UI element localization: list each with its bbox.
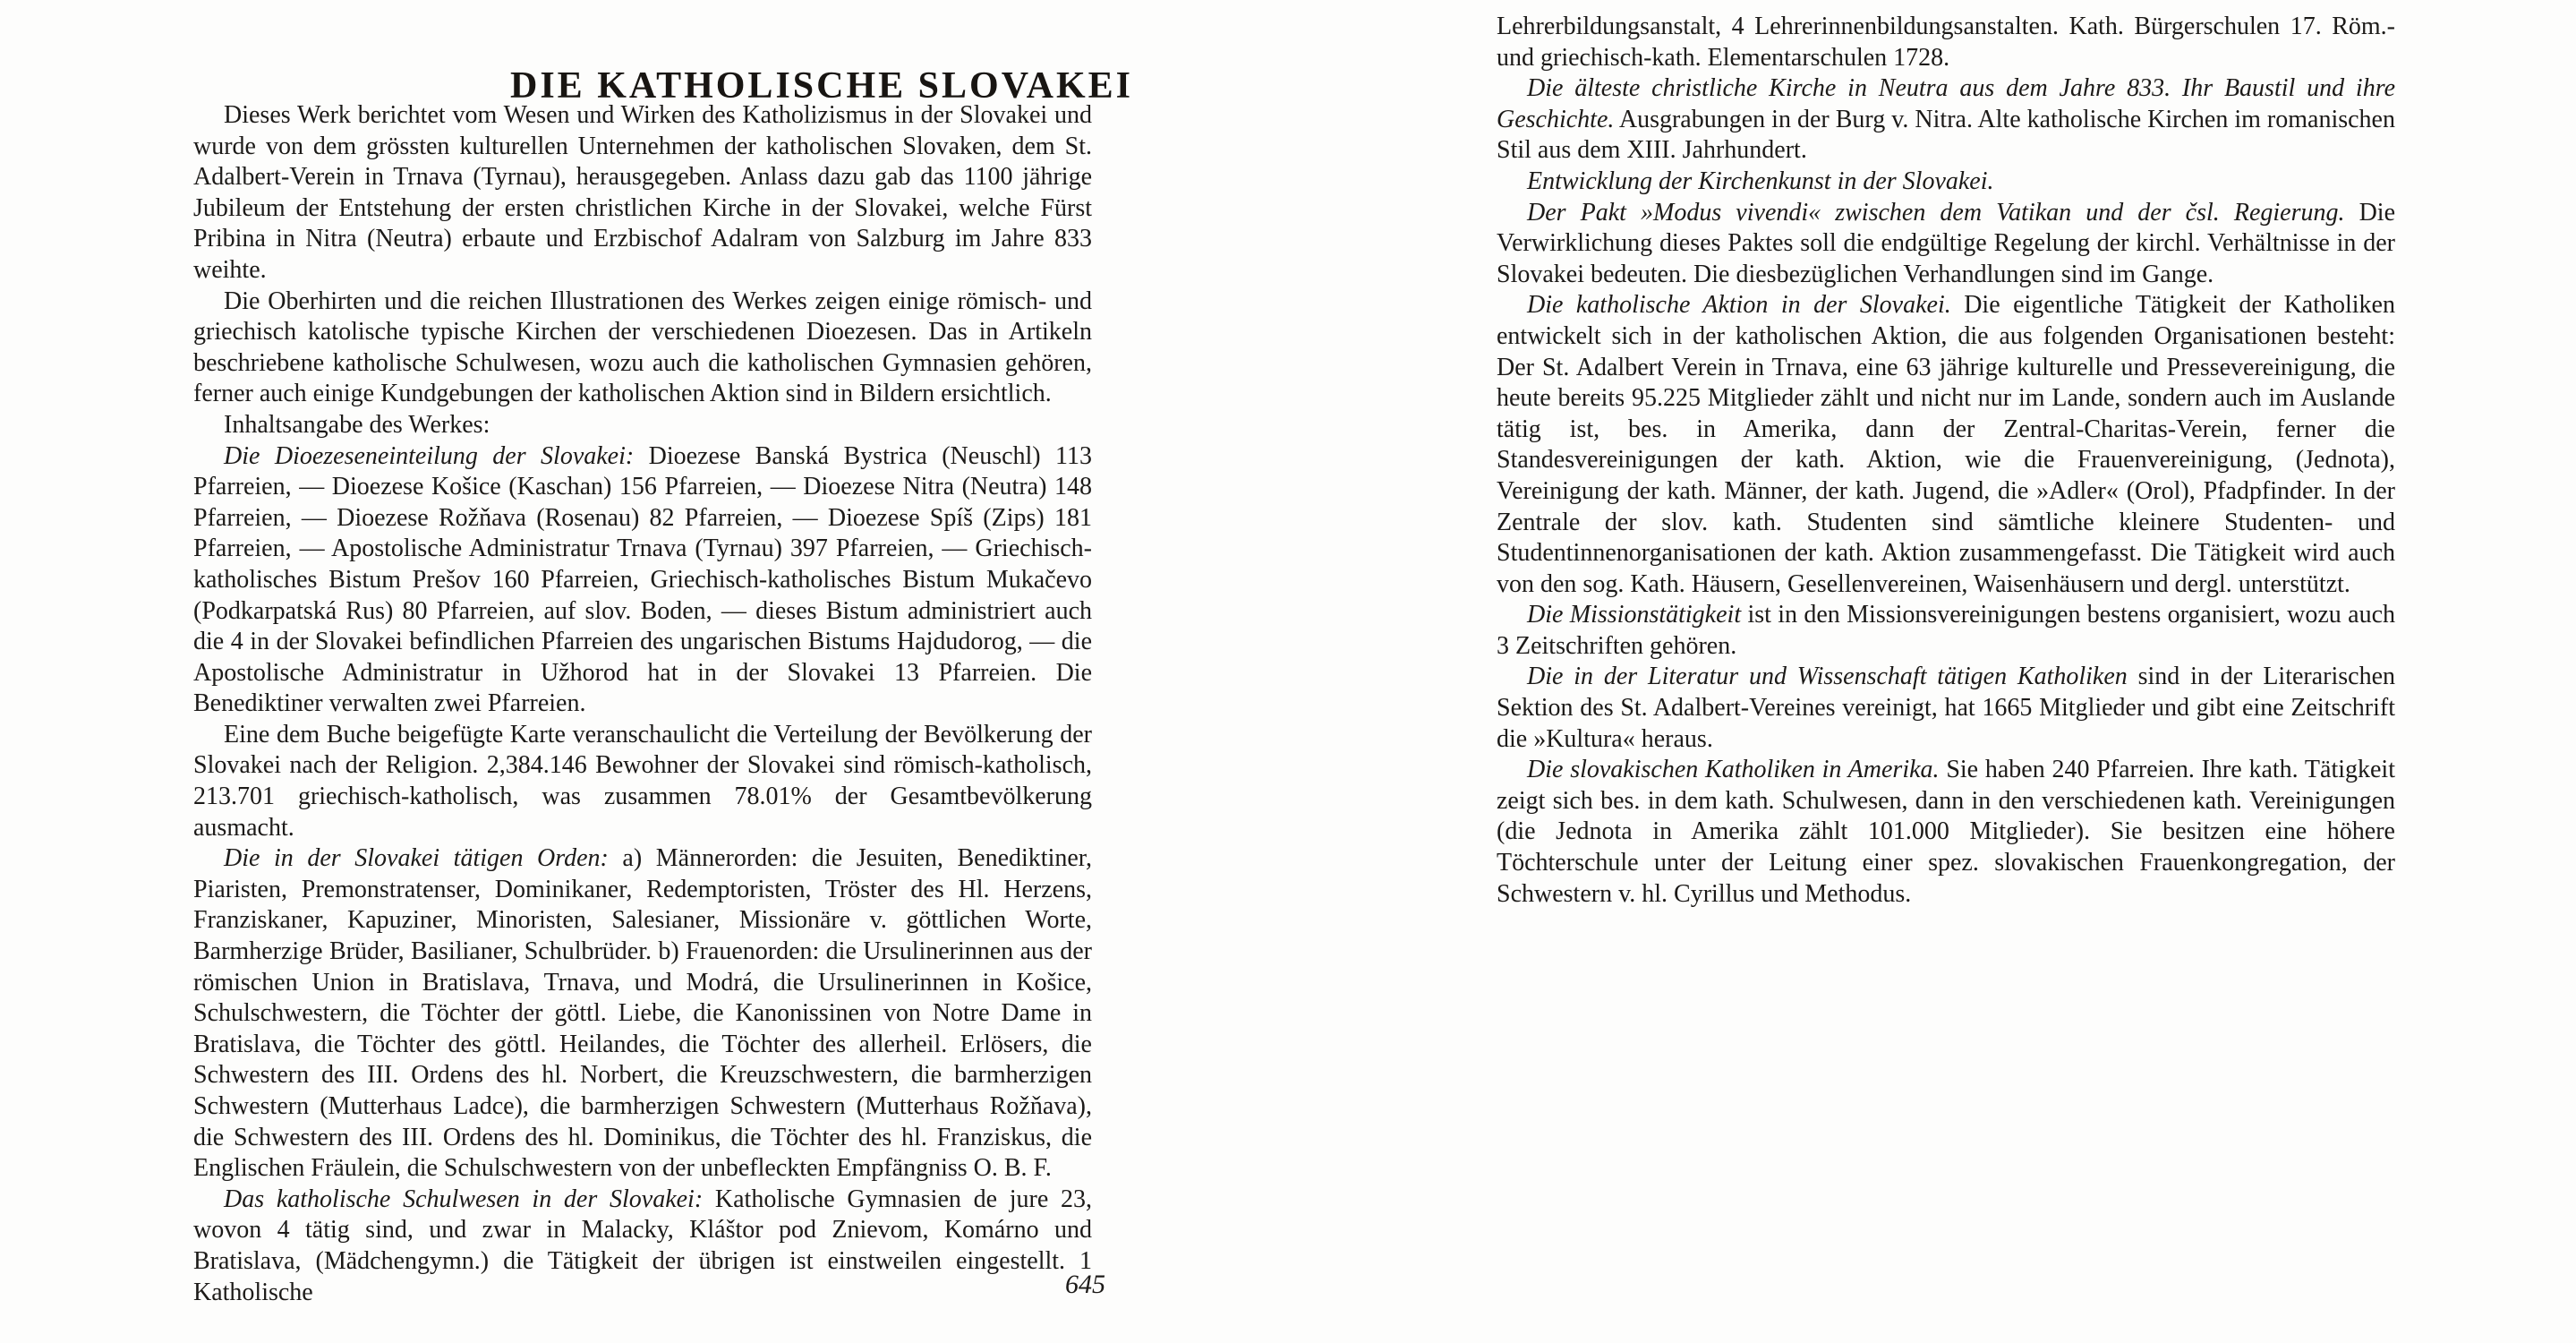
paragraph: Lehrerbildungsanstalt, 4 Lehrerinnenbildungsanstalten. Kath. Bürgerschulen 17. Röm.- und griechisch-kath. Elementarschulen 1728. (1497, 13, 2395, 72)
paragraph: Die Missionstätigkeit ist in den Missionsvereinigungen bestens organisiert, wozu auch 3 Zeitschriften gehören. (1497, 601, 2395, 660)
paragraph: Der Pakt »Modus vivendi« zwischen dem Vatikan und der čsl. Regierung. Die Verwirklichung dieses Paktes soll die endgültige Regelung der kirchl. Verhältnisse in der Slovakei bedeuten. Die diesbezüglichen Verhandlungen sind im Gange. (1497, 198, 2396, 288)
paragraph: Das katholische Schulwesen in der Slovakei: Katholische Gymnasien de jure 23, wovon 4 tätig sind, und zwar in Malacky, Kláštor pod Znievom, Komárno und Bratislava, (Mädchengymn.) die Tätigkeit der übrigen ist einstweilen eingestellt. 1 Katholische (193, 1185, 1093, 1306)
right-page-text-column (1497, 12, 2395, 910)
paragraph-lead-italic: Der Pakt »Modus vivendi« zwischen dem Vatikan und der čsl. Regierung. (1527, 198, 2345, 227)
paragraph-lead-italic: Die in der Literatur und Wissenschaft tätigen Katholiken (1527, 663, 2128, 691)
paragraph: Die in der Slovakei tätigen Orden: a) Männerorden: die Jesuiten, Benediktiner, Piaristen, Premonstratenser, Dominikaner, Redemptoristen, Tröster des Hl. Herzens, Franziskaner, Kapuziner, Minoristen, Salesianer, Missionäre v. göttlichen Worte, Barmherzige Brüder, Basilianer, Schulbrüder. b) Frauenorden: die Ursulinerinnen aus der römischen Union in Bratislava, Trnava, und Modrá, die Ursulinerinnen in Košice, Schulschwestern, die Töchter der göttl. Liebe, die Kanonissinen von Notre Dame in Bratislava, die Töchter des göttl. Heilandes, die Töchter des allerheil. Erlösers, die Schwestern des III. Ordens des hl. Norbert, die Kreuzschwestern, die barmherzigen Schwestern (Mutterhaus Ladce), die barmherzigen Schwestern (Mutterhaus Rožňava), die Schwestern des III. Ordens des hl. Dominikus, die Töchter des hl. Franziskus, die Englischen Fräulein, die Schulschwestern von der unbefleckten Empfängniss O. B. F. (193, 844, 1092, 1183)
paragraph: Die slovakischen Katholiken in Amerika. Sie haben 240 Pfarreien. Ihre kath. Tätigkeit zeigt sich bes. in dem kath. Schulwesen, dann in den verschiedenen kath. Vereinigungen (die Jednota in Amerika zählt 101.000 Mitglieder). Sie besitzen eine höhere Töchterschule unter der Leitung einer spez. slovakischen Frauenkongregation, der Schwestern v. hl. Cyrillus und Methodus. (1497, 756, 2395, 908)
paragraph-lead-italic: Die älteste christliche Kirche in Neutra aus dem Jahre 833. Ihr Baustil und ihre Geschichte. (1497, 74, 2395, 133)
paragraph (1497, 167, 2395, 198)
paragraph: Die katholische Aktion in der Slovakei. Die eigentliche Tätigkeit der Katholiken entwickelt sich in der katholischen Aktion, die aus folgenden Organisationen besteht: Der St. Adalbert Verein in Trnava, eine 63 jährige kulturelle und Pressevereinigung, die heute bereits 95.225 Mitglieder zählt und nicht nur im Lande, sondern auch im Auslande tätig ist, bes. in Amerika, dann der Zentral-Charitas-Verein, ferner die Standesvereinigungen der kath. Aktion, wie die Frauenvereinigung, (Jednota), Vereinigung der kath. Männer, der kath. Jugend, die »Adler« (Orol), Pfadpfinder. In der Zentrale der slov. kath. Studenten sind sämtliche kleinere Studenten- und Studentinnenorganisationen der kath. Aktion zusammengefasst. Die Tätigkeit wird auch von den sog. Kath. Häusern, Gesellenvereinen, Waisenhäusern und dergl. unterstützt. (1497, 291, 2395, 598)
paragraph-lead-italic: Die slovakischen Katholiken in Amerika. (1527, 756, 1940, 784)
paragraph: Dieses Werk berichtet vom Wesen und Wirken des Katholizismus in der Slovakei und wurde von dem grössten kulturellen Unternehmen der katholischen Slovaken, dem St. Adalbert-Verein in Trnava (Tyrnau), herausgegeben. Anlass dazu gab das 1100 jährige Jubileum der Entstehung der ersten christlichen Kirche in der Slovakei, welche Fürst Pribina in Nitra (Neutra) erbaute und Erzbischof Adalram von Salzburg im Jahre 833 weihte. (193, 101, 1092, 284)
paragraph: Die Dioezeseneinteilung der Slovakei: Dioezese Banská Bystrica (Neuschl) 113 Pfarreien, — Dioezese Košice (Kaschan) 156 Pfarreien, — Dioezese Nitra (Neutra) 148 Pfarreien, — Dioezese Rožňava (Rosenau) 82 Pfarreien, — Dioezese Spíš (Zips) 181 Pfarreien, — Apostolische Administratur Trnava (Tyrnau) 397 Pfarreien, — Griechisch-katholisches Bistum Prešov 160 Pfarreien, Griechisch-katholisches Bistum Mukačevo (Podkarpatská Rus) 80 Pfarreien, auf slov. Boden, — dieses Bistum administriert auch die 4 in der Slovakei befindlichen Pfarreien des ungarischen Bistums Hajdudorog, — die Apostolische Administratur in Užhorod hat in der Slovakei 13 Pfarreien. Die Benediktiner verwalten zwei Pfarreien. (193, 441, 1093, 718)
paragraph-lead-italic: Die in der Slovakei tätigen Orden: (224, 844, 609, 873)
paragraph-lead-italic: Das katholische Schulwesen in der Slovakei: (224, 1185, 704, 1213)
paragraph-lead-italic: Die Dioezeseneinteilung der Slovakei: (224, 441, 635, 470)
paragraph: Eine dem Buche beigefügte Karte veranschaulicht die Verteilung der Bevölkerung der Slovakei nach der Religion. 2,384.146 Bewohner der Slovakei sind römisch-katholisch, 213.701 griechisch-katholisch, was zusammen 78.01% der Gesamtbevölkerung ausmacht. (193, 720, 1092, 842)
paragraph-lead-italic: Die katholische Aktion in der Slovakei. (1527, 291, 1951, 320)
page-title: DIE KATHOLISCHE SLOVAKEI (510, 65, 1133, 107)
page-number: 645 (1065, 1270, 1105, 1299)
paragraph: Die älteste christliche Kirche in Neutra aus dem Jahre 833. Ihr Baustil und ihre Geschichte. Ausgrabungen in der Burg v. Nitra. Alte katholische Kirchen im romanischen Stil aus dem XIII. Jahrhundert. (1497, 74, 2395, 165)
paragraph: Inhaltsangabe des Werkes: (224, 410, 490, 439)
paragraph: Die in der Literatur und Wissenschaft tätigen Katholiken sind in der Literarischen Sektion des St. Adalbert-Vereines vereinigt, hat 1665 Mitglieder und gibt eine Zeitschrift die »Kultura« heraus. (1497, 663, 2396, 753)
left-page-text-column (193, 100, 1092, 1308)
paragraph-lead-italic: Die Missionstätigkeit (1527, 601, 1742, 629)
paragraph-lead-italic: Entwicklung der Kirchenkunst in der Slovakei. (1527, 167, 1994, 195)
paragraph: Die Oberhirten und die reichen Illustrationen des Werkes zeigen einige römisch- und griechisch katolische typische Kirchen der verschiedenen Dioezesen. Das in Artikeln beschriebene katholische Schulwesen, wozu auch die katholischen Gymnasien gehören, ferner auch einige Kundgebungen der katholischen Aktion sind in Bildern ersichtlich. (193, 287, 1092, 408)
